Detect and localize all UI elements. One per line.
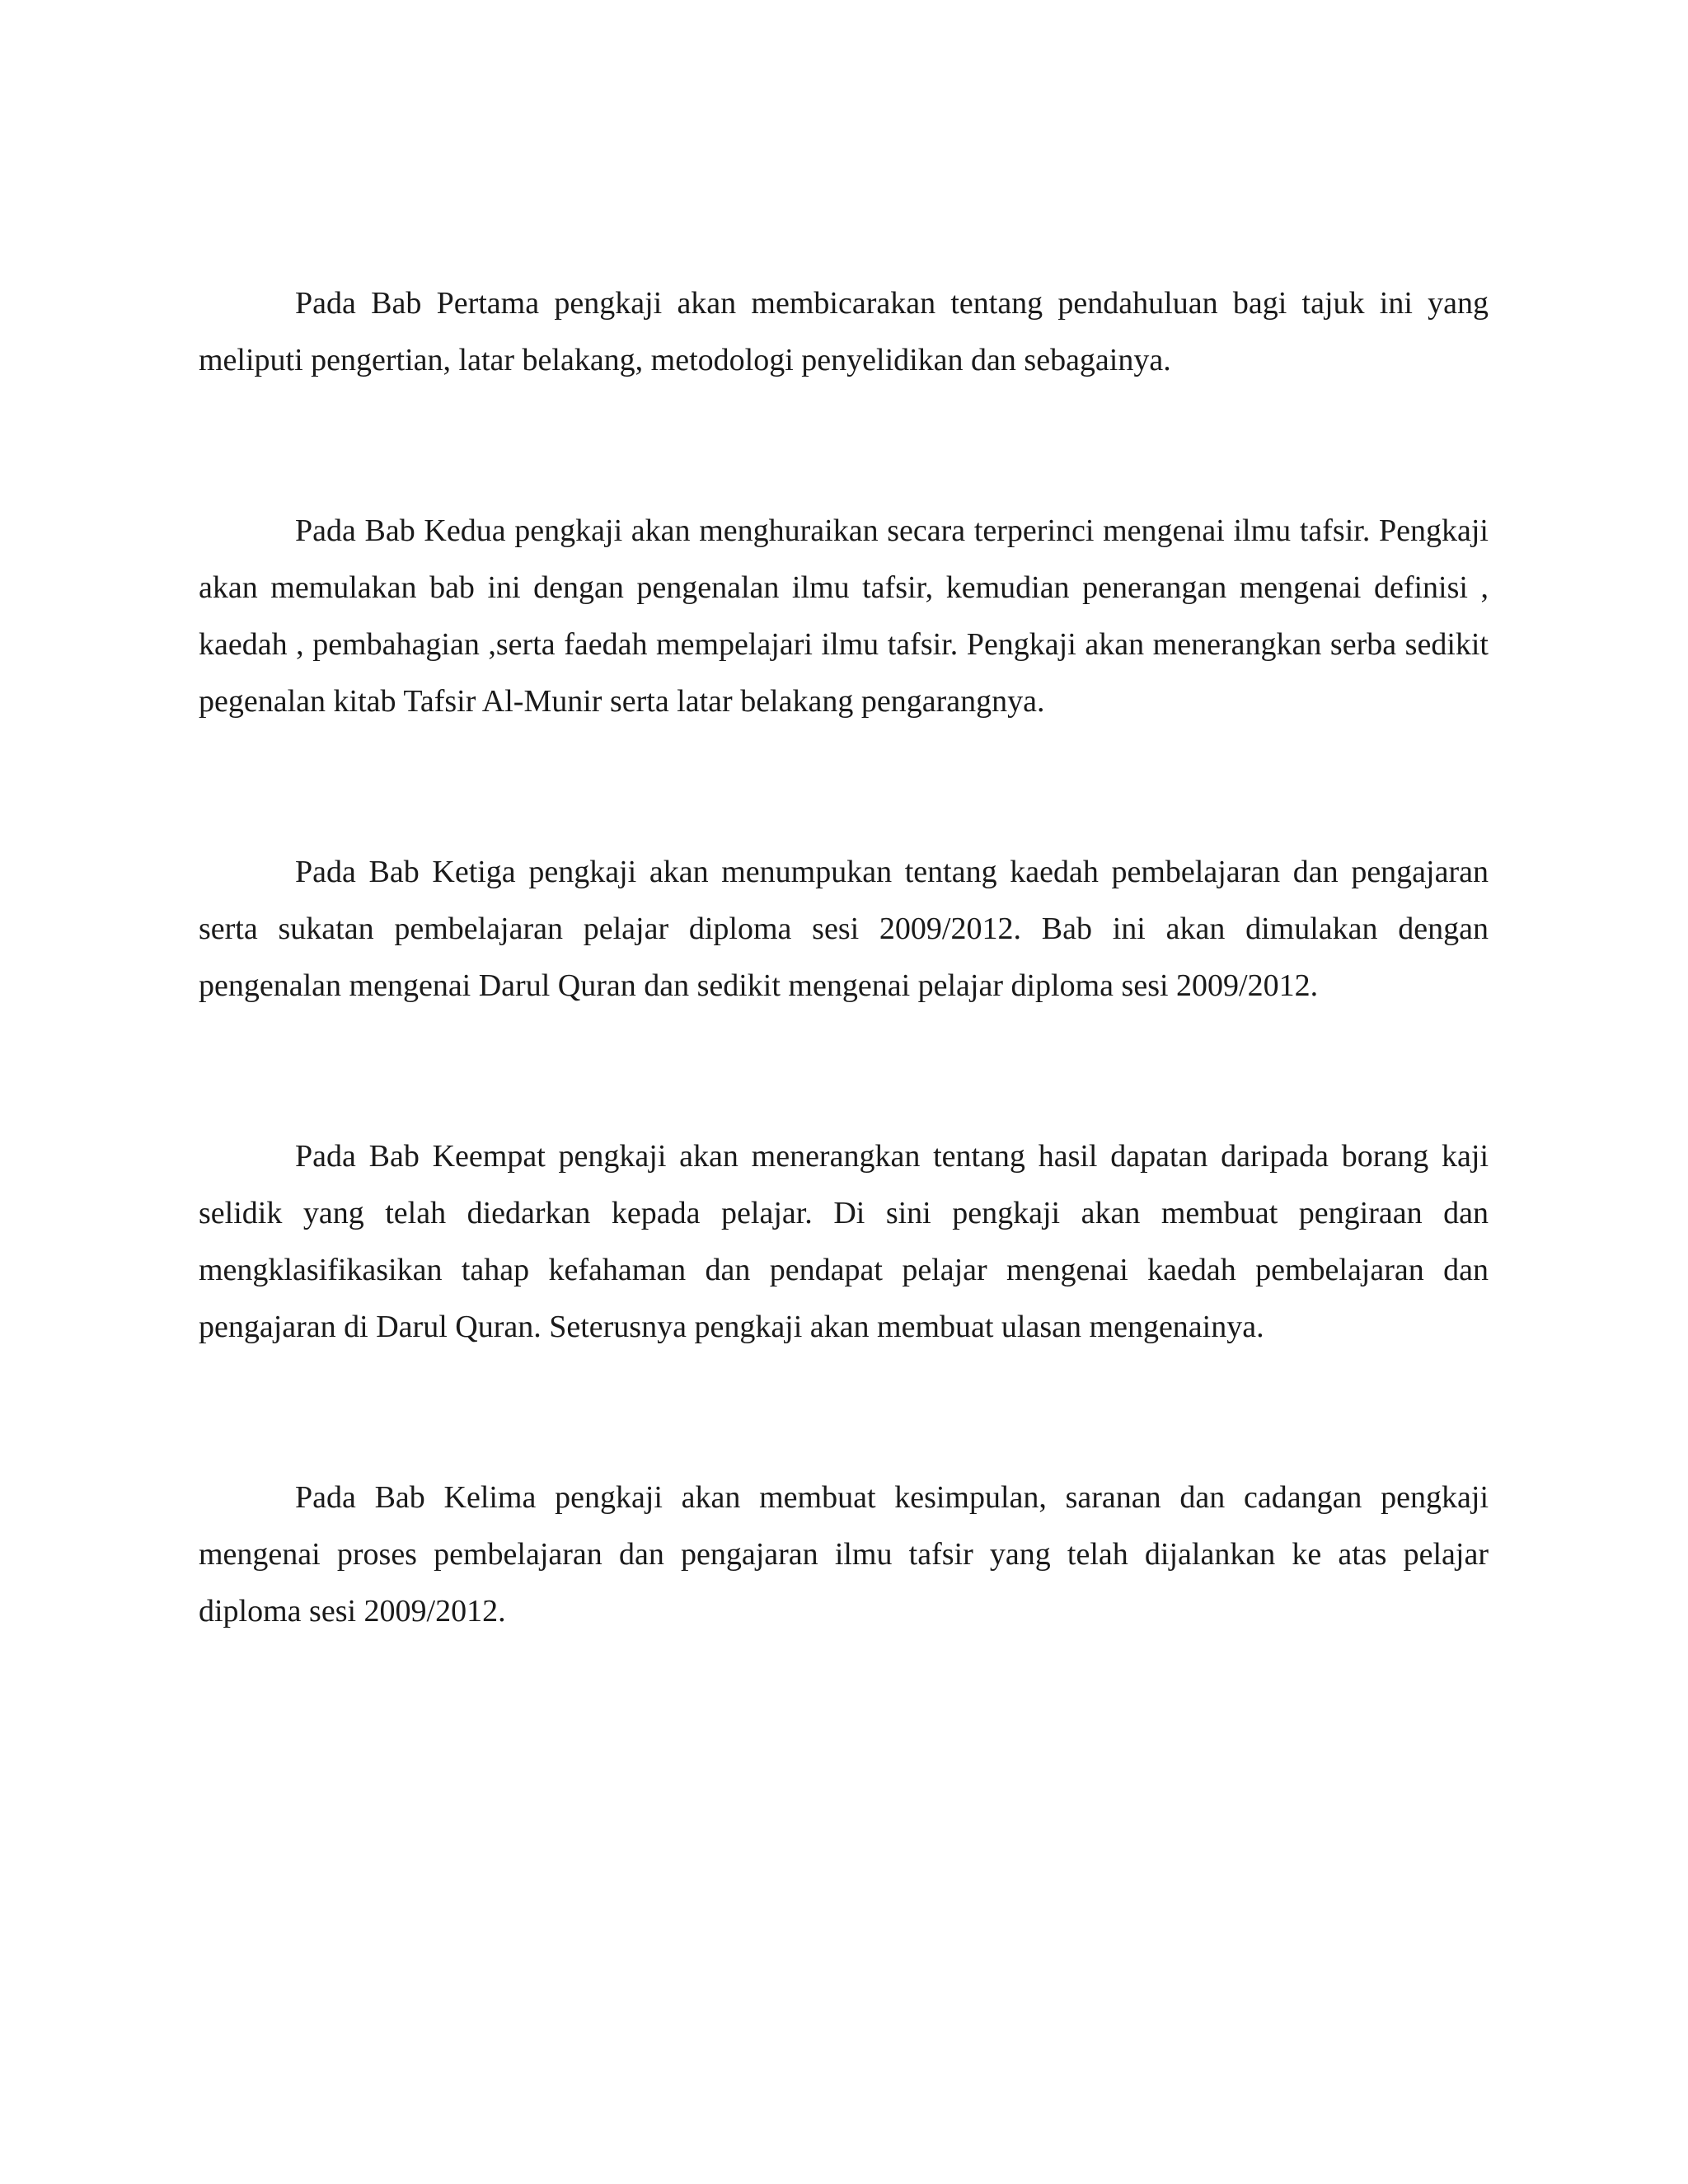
document-body [199, 275, 1489, 1640]
paragraph-bab-kedua: Pada Bab Kedua pengkaji akan menghuraikan secara terperinci mengenai ilmu tafsir. Pengkaji akan memulakan bab ini dengan pengenalan ilmu tafsir, kemudian penerangan mengenai definisi , kaedah , pembahagian ,serta faedah mempelajari ilmu tafsir. Pengkaji akan menerangkan serba sedikit pegenalan kitab Tafsir Al-Munir serta latar belakang pengarangnya. [199, 513, 1489, 719]
paragraph-bab-ketiga: Pada Bab Ketiga pengkaji akan menumpukan tentang kaedah pembelajaran dan pengajaran serta sukatan pembelajaran pelajar diploma sesi 2009/2012. Bab ini akan dimulakan dengan pengenalan mengenai Darul Quran dan sedikit mengenai pelajar diploma sesi 2009/2012. [199, 855, 1489, 1003]
paragraph-bab-kelima: Pada Bab Kelima pengkaji akan membuat kesimpulan, saranan dan cadangan pengkaji mengenai proses pembelajaran dan pengajaran ilmu tafsir yang telah dijalankan ke atas pelajar diploma sesi 2009/2012. [199, 1480, 1489, 1629]
paragraph-bab-pertama: Pada Bab Pertama pengkaji akan membicarakan tentang pendahuluan bagi tajuk ini yang meliputi pengertian, latar belakang, metodologi penyelidikan dan sebagainya. [199, 286, 1489, 377]
paragraph-bab-keempat: Pada Bab Keempat pengkaji akan menerangkan tentang hasil dapatan daripada borang kaji selidik yang telah diedarkan kepada pelajar. Di sini pengkaji akan membuat pengiraan dan mengklasifikasikan tahap kefahaman dan pendapat pelajar mengenai kaedah pembelajaran dan pengajaran di Darul Quran. Seterusnya pengkaji akan membuat ulasan mengenainya. [199, 1139, 1489, 1344]
